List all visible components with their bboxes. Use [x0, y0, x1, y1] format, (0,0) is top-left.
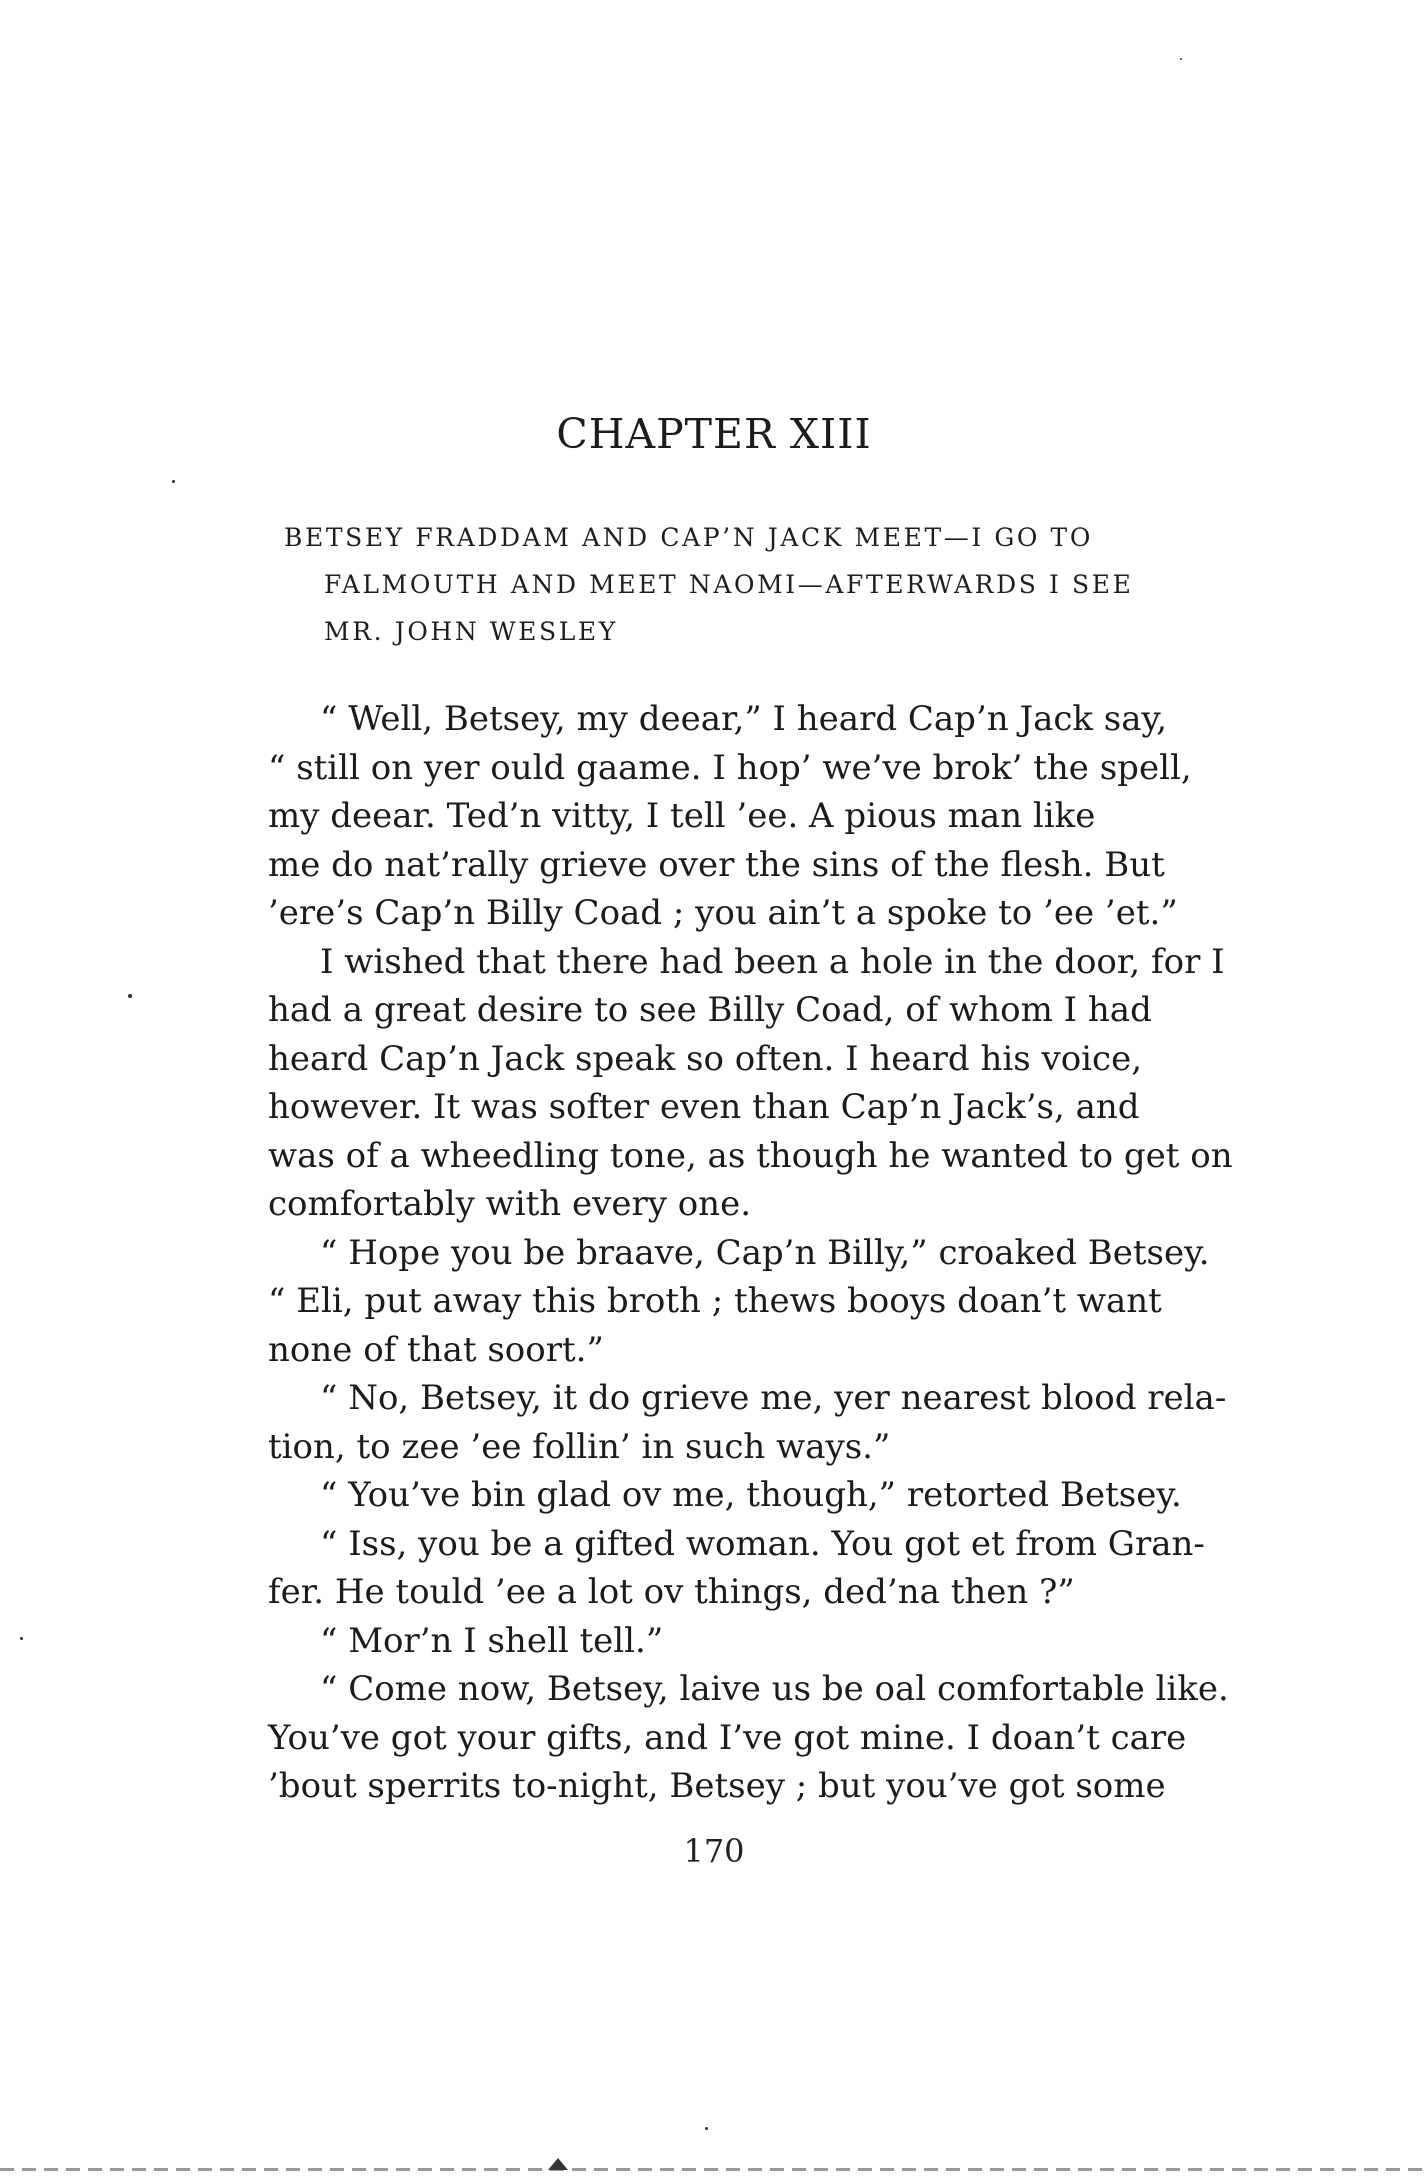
text-line: You’ve got your gifts, and I’ve got mine. I doan’t care: [268, 1717, 1187, 1758]
text-line: fer. He tould ’ee a lot ov things, ded’na then ?”: [268, 1572, 1075, 1612]
scan-mark: [548, 2158, 568, 2170]
text-line: ’bout sperrits to-night, Betsey ; but you’ve got some: [268, 1766, 1166, 1806]
page-number: 170: [683, 1832, 745, 1870]
paper-speck: [128, 994, 132, 998]
text-line: “ Iss, you be a gifted woman. You got et from Gran-: [320, 1523, 1205, 1564]
scan-edge: [0, 2168, 1428, 2171]
text-line: I wished that there had been a hole in the door, for I: [320, 941, 1225, 982]
text-line: “ Eli, put away this broth ; thews booys doan’t want: [268, 1281, 1162, 1321]
synopsis-line: FALMOUTH AND MEET NAOMI—AFTERWARDS I SEE: [324, 570, 1134, 599]
text-line: heard Cap’n Jack speak so often. I heard his voice,: [268, 1038, 1143, 1079]
text-line: ’ere’s Cap’n Billy Coad ; you ain’t a spoke to ’ee ’et.”: [268, 893, 1178, 933]
text-line: my deear. Ted’n vitty, I tell ’ee. A pious man like: [268, 796, 1096, 836]
text-line: “ still on yer ould gaame. I hop’ we’ve brok’ the spell,: [268, 747, 1192, 788]
synopsis-line: MR. JOHN WESLEY: [324, 617, 618, 646]
paper-speck: [20, 1637, 23, 1640]
text-line: comfortably with every one.: [268, 1184, 752, 1224]
text-line: “ Mor’n I shell tell.”: [320, 1620, 664, 1661]
chapter-title: CHAPTER XIII: [556, 410, 872, 458]
text-line: had a great desire to see Billy Coad, of whom I had: [268, 990, 1152, 1030]
chapter-synopsis: [284, 514, 1299, 655]
text-line: “ Come now, Betsey, laive us be oal comfortable like.: [320, 1669, 1229, 1709]
text-line: “ Hope you be braave, Cap’n Billy,” croaked Betsey.: [320, 1232, 1210, 1273]
text-line: however. It was softer even than Cap’n Jack’s, and: [268, 1087, 1140, 1127]
text-line: was of a wheedling tone, as though he wanted to get on: [268, 1135, 1233, 1176]
body-text: [268, 695, 1300, 1811]
paper-speck: [705, 2127, 708, 2130]
text-line: “ You’ve bin glad ov me, though,” retorted Betsey.: [320, 1475, 1182, 1515]
text-line: none of that soort.”: [268, 1329, 604, 1370]
synopsis-line: BETSEY FRADDAM AND CAP’N JACK MEET—I GO TO: [284, 523, 1093, 552]
paper-speck: [172, 480, 175, 483]
text-line: tion, to zee ’ee follin’ in such ways.”: [268, 1426, 891, 1467]
text-line: “ Well, Betsey, my deear,” I heard Cap’n Jack say,: [320, 699, 1168, 739]
text-line: me do nat’rally grieve over the sins of the flesh. But: [268, 844, 1165, 885]
paper-speck: [1180, 58, 1182, 60]
text-line: “ No, Betsey, it do grieve me, yer nearest blood rela-: [320, 1378, 1227, 1418]
